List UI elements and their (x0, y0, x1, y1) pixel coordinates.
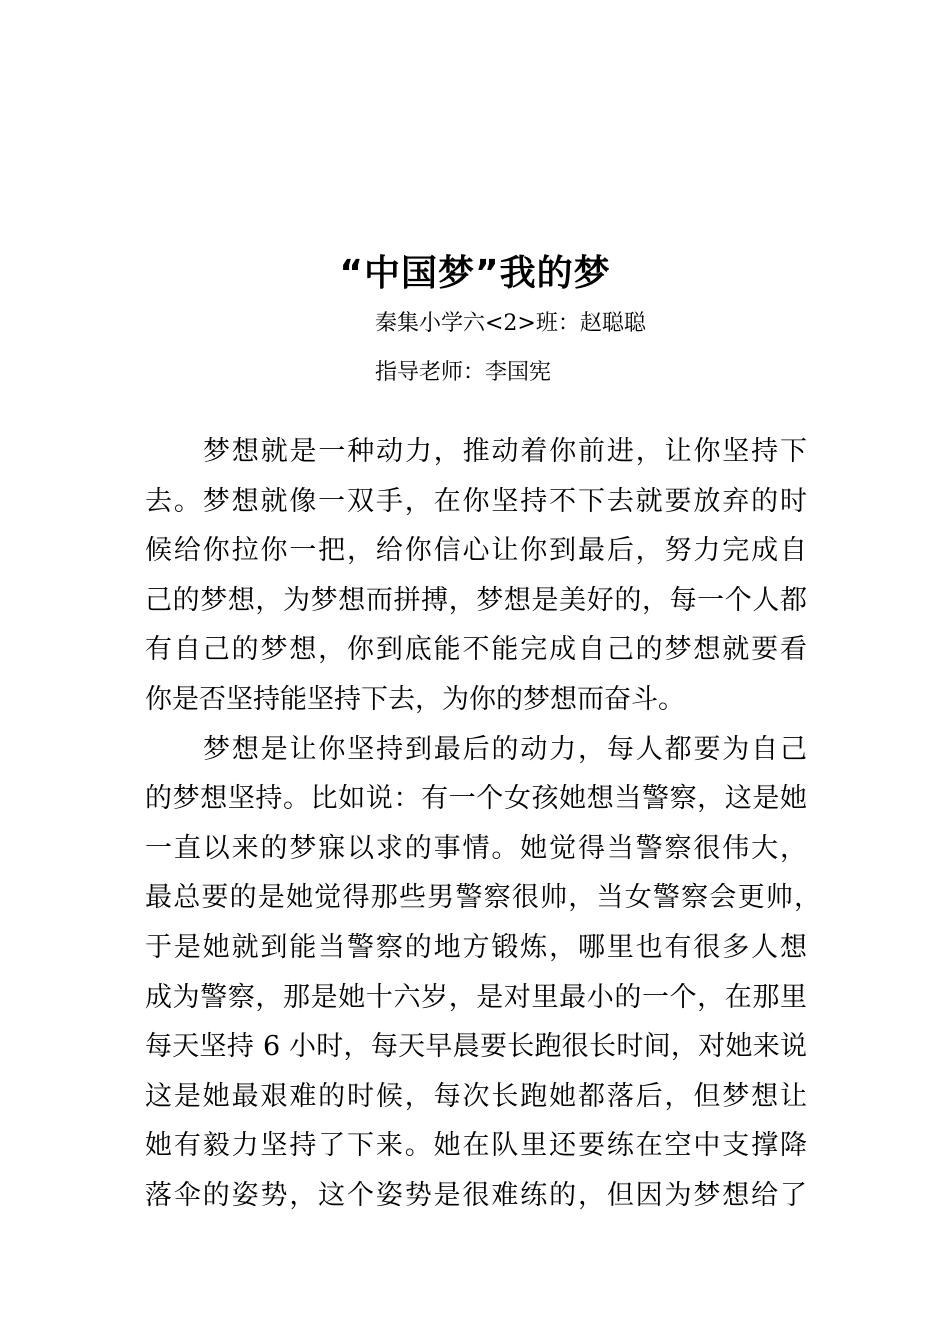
essay-body (145, 427, 835, 1221)
paragraph-line: 这是她最艰难的时候，每次长跑她都落后，但梦想让 (145, 1080, 807, 1112)
paragraph-line: 己的梦想，为梦想而拼搏，梦想是美好的，每一个人都 (145, 584, 807, 616)
paragraph-line: 梦想就是一种动力，推动着你前进，让你坚持下 (203, 436, 807, 467)
paragraph-line: 候给你拉你一把，给你信心让你到最后，努力完成自 (145, 535, 807, 567)
paragraph-line: 落伞的姿势，这个姿势是很难练的，但因为梦想给了 (145, 1179, 807, 1211)
paragraph-line: 于是她就到能当警察的地方锻炼，哪里也有很多人想 (145, 931, 807, 963)
paragraph-line: 每天坚持 6 小时，每天早晨要长跑很长时间，对她来说 (145, 1031, 807, 1063)
paragraph-line: 梦想是让你坚持到最后的动力，每人都要为自己 (203, 733, 807, 765)
essay-title: “中国梦”我的梦 (339, 253, 611, 294)
author-line: 秦集小学六<2>班：赵聪聪 (375, 311, 646, 336)
paragraph-line: 你是否坚持能坚持下去，为你的梦想而奋斗。 (145, 683, 685, 715)
paragraph-line: 去。梦想就像一双手，在你坚持不下去就要放弃的时 (145, 485, 807, 517)
paragraph-line: 最总要的是她觉得那些男警察很帅，当女警察会更帅， (145, 882, 821, 914)
paragraph-line: 一直以来的梦寐以求的事情。她觉得当警察很伟大， (145, 832, 807, 864)
paragraph-line: 的梦想坚持。比如说：有一个女孩她想当警察，这是她 (145, 783, 807, 815)
paragraph-line: 她有毅力坚持了下来。她在队里还要练在空中支撑降 (145, 1130, 807, 1162)
paragraph-line: 成为警察，那是她十六岁，是对里最小的一个，在那里 (145, 981, 807, 1013)
paragraph-line: 有自己的梦想，你到底能不能完成自己的梦想就要看 (145, 634, 807, 666)
teacher-line: 指导老师：李国宪 (375, 360, 552, 385)
